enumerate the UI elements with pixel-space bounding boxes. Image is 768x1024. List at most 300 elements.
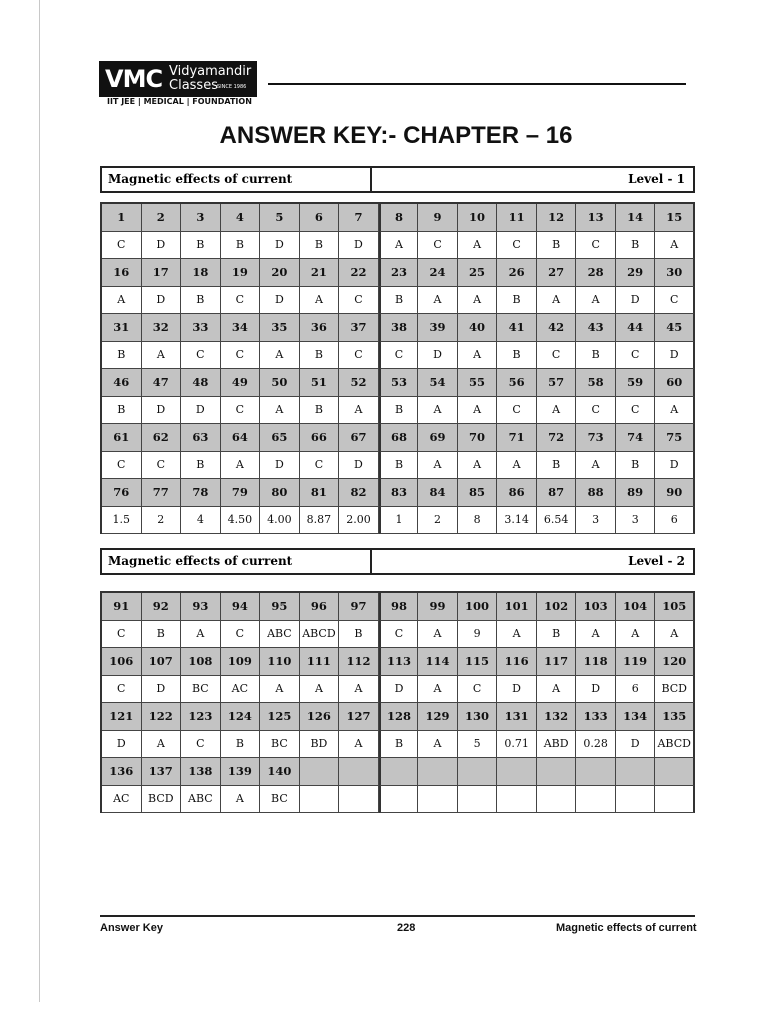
answer-cell: A: [181, 621, 221, 649]
question-number-cell: 98: [379, 593, 419, 621]
page-title: ANSWER KEY:- CHAPTER – 16: [219, 122, 573, 149]
answer-cell: A: [655, 397, 695, 425]
question-number-cell: 38: [379, 314, 419, 342]
answer-cell: AC: [221, 676, 261, 704]
question-number-cell: 60: [655, 369, 695, 397]
answer-cell: B: [221, 232, 261, 260]
answer-cell: B: [616, 452, 656, 480]
answer-cell: C: [142, 452, 182, 480]
question-number-cell: 22: [339, 259, 379, 287]
question-number-cell: 42: [537, 314, 577, 342]
question-number-cell: 68: [379, 424, 419, 452]
question-number-cell: 70: [458, 424, 498, 452]
question-number-cell: 133: [576, 703, 616, 731]
answer-cell: ABCD: [300, 621, 340, 649]
question-number-cell: 56: [497, 369, 537, 397]
question-number-cell: 135: [655, 703, 695, 731]
answer-cell: C: [339, 342, 379, 370]
answer-cell: B: [181, 287, 221, 315]
question-number-cell: 23: [379, 259, 419, 287]
question-number-cell: 32: [142, 314, 182, 342]
question-number-cell: 77: [142, 479, 182, 507]
answer-cell: A: [576, 452, 616, 480]
answer-cell: B: [300, 342, 340, 370]
question-number-cell: 66: [300, 424, 340, 452]
answer-cell: A: [339, 676, 379, 704]
answer-cell: B: [221, 731, 261, 759]
answer-cell: A: [458, 232, 498, 260]
answer-cell: 4.00: [260, 507, 300, 535]
question-number-cell: 136: [102, 758, 142, 786]
question-number-cell: 53: [379, 369, 419, 397]
answer-cell: [537, 786, 577, 814]
question-number-cell: 132: [537, 703, 577, 731]
answer-cell: D: [142, 287, 182, 315]
answer-cell: [418, 786, 458, 814]
question-number-cell: 129: [418, 703, 458, 731]
answer-cell: A: [260, 342, 300, 370]
question-number-cell: 57: [537, 369, 577, 397]
question-number-cell: 74: [616, 424, 656, 452]
answer-cell: C: [221, 621, 261, 649]
question-number-cell: 41: [497, 314, 537, 342]
answer-cell: A: [379, 232, 419, 260]
answer-cell: ABC: [260, 621, 300, 649]
question-number-cell: 123: [181, 703, 221, 731]
question-number-cell: 85: [458, 479, 498, 507]
answer-cell: A: [418, 397, 458, 425]
answer-cell: C: [221, 397, 261, 425]
answer-cell: B: [537, 232, 577, 260]
answer-cell: B: [300, 397, 340, 425]
question-number-cell: 75: [655, 424, 695, 452]
answer-cell: B: [379, 452, 419, 480]
answer-cell: A: [102, 287, 142, 315]
answer-cell: [655, 786, 695, 814]
answer-cell: C: [221, 287, 261, 315]
answer-cell: [616, 786, 656, 814]
answer-cell: D: [379, 676, 419, 704]
answer-cell: C: [418, 232, 458, 260]
section-level: Level - 1: [628, 172, 685, 186]
question-number-cell: 100: [458, 593, 498, 621]
question-number-cell: 140: [260, 758, 300, 786]
answer-cell: C: [300, 452, 340, 480]
answer-cell: C: [102, 452, 142, 480]
question-number-cell: 117: [537, 648, 577, 676]
question-number-cell: 79: [221, 479, 261, 507]
question-number-cell: 37: [339, 314, 379, 342]
question-number-cell: 45: [655, 314, 695, 342]
question-number-cell: 84: [418, 479, 458, 507]
question-number-cell: 35: [260, 314, 300, 342]
question-number-cell: 16: [102, 259, 142, 287]
question-number-cell: 55: [458, 369, 498, 397]
question-number-cell: 86: [497, 479, 537, 507]
question-number-cell: 93: [181, 593, 221, 621]
question-number-cell: 90: [655, 479, 695, 507]
answer-cell: BC: [260, 731, 300, 759]
question-number-cell: 102: [537, 593, 577, 621]
answer-cell: [300, 786, 340, 814]
answer-cell: A: [418, 621, 458, 649]
answer-cell: C: [102, 676, 142, 704]
section-header-level-2: [100, 548, 695, 575]
question-number-cell: 36: [300, 314, 340, 342]
question-number-cell: 99: [418, 593, 458, 621]
answer-cell: B: [142, 621, 182, 649]
question-number-cell: 52: [339, 369, 379, 397]
question-number-cell: 122: [142, 703, 182, 731]
answer-cell: D: [616, 287, 656, 315]
question-number-cell: 7: [339, 204, 379, 232]
question-number-cell: 65: [260, 424, 300, 452]
question-number-cell: 105: [655, 593, 695, 621]
answer-cell: A: [142, 342, 182, 370]
answer-cell: [576, 786, 616, 814]
answer-cell: B: [497, 287, 537, 315]
question-number-cell: 8: [379, 204, 419, 232]
question-number-cell: 95: [260, 593, 300, 621]
answer-cell: B: [181, 452, 221, 480]
question-number-cell: 71: [497, 424, 537, 452]
question-number-cell: 67: [339, 424, 379, 452]
question-number-cell: 14: [616, 204, 656, 232]
answer-cell: ABCD: [655, 731, 695, 759]
question-number-cell: 97: [339, 593, 379, 621]
answer-cell: 1: [379, 507, 419, 535]
question-number-cell: 139: [221, 758, 261, 786]
question-number-cell: 50: [260, 369, 300, 397]
answer-cell: 3: [616, 507, 656, 535]
answer-cell: BCD: [142, 786, 182, 814]
question-number-cell: 137: [142, 758, 182, 786]
question-number-cell: 78: [181, 479, 221, 507]
answer-cell: A: [497, 621, 537, 649]
answer-grid-level-1: [100, 202, 695, 534]
answer-cell: BD: [300, 731, 340, 759]
question-number-cell: 25: [458, 259, 498, 287]
question-number-cell: 15: [655, 204, 695, 232]
question-number-cell: 6: [300, 204, 340, 232]
question-number-cell: 124: [221, 703, 261, 731]
answer-cell: B: [339, 621, 379, 649]
question-number-cell: 44: [616, 314, 656, 342]
question-number-cell: 130: [458, 703, 498, 731]
question-number-cell: [655, 758, 695, 786]
question-number-cell: 134: [616, 703, 656, 731]
answer-cell: C: [655, 287, 695, 315]
answer-cell: B: [537, 452, 577, 480]
answer-cell: D: [142, 676, 182, 704]
question-number-cell: 87: [537, 479, 577, 507]
answer-cell: [458, 786, 498, 814]
question-number-cell: 62: [142, 424, 182, 452]
question-number-cell: 11: [497, 204, 537, 232]
answer-cell: A: [655, 232, 695, 260]
question-number-cell: 131: [497, 703, 537, 731]
question-number-cell: 115: [458, 648, 498, 676]
question-number-cell: 103: [576, 593, 616, 621]
question-number-cell: 49: [221, 369, 261, 397]
answer-cell: C: [181, 731, 221, 759]
question-number-cell: 24: [418, 259, 458, 287]
answer-cell: C: [181, 342, 221, 370]
logo-mark: VMC: [105, 65, 163, 93]
question-number-cell: 27: [537, 259, 577, 287]
answer-cell: A: [221, 452, 261, 480]
answer-cell: ABC: [181, 786, 221, 814]
answer-cell: BC: [181, 676, 221, 704]
answer-cell: 5: [458, 731, 498, 759]
answer-cell: B: [181, 232, 221, 260]
question-number-cell: 89: [616, 479, 656, 507]
question-number-cell: 48: [181, 369, 221, 397]
answer-cell: A: [418, 731, 458, 759]
question-number-cell: 63: [181, 424, 221, 452]
answer-cell: 3.14: [497, 507, 537, 535]
vmc-logo: [99, 61, 257, 97]
answer-cell: C: [537, 342, 577, 370]
question-number-cell: 4: [221, 204, 261, 232]
answer-cell: B: [616, 232, 656, 260]
question-number-cell: 69: [418, 424, 458, 452]
question-number-cell: 106: [102, 648, 142, 676]
answer-cell: 2: [418, 507, 458, 535]
question-number-cell: 114: [418, 648, 458, 676]
question-number-cell: 19: [221, 259, 261, 287]
answer-cell: 2: [142, 507, 182, 535]
logo-since: SINCE 1986: [217, 84, 247, 90]
answer-cell: A: [576, 287, 616, 315]
answer-cell: A: [142, 731, 182, 759]
answer-cell: A: [418, 287, 458, 315]
logo-name-line2: Classes: [169, 78, 218, 93]
answer-cell: A: [458, 342, 498, 370]
answer-cell: D: [181, 397, 221, 425]
answer-cell: 8: [458, 507, 498, 535]
answer-cell: 4: [181, 507, 221, 535]
answer-cell: 9: [458, 621, 498, 649]
answer-cell: [379, 786, 419, 814]
answer-cell: B: [379, 731, 419, 759]
answer-cell: D: [102, 731, 142, 759]
question-number-cell: 10: [458, 204, 498, 232]
question-number-cell: 46: [102, 369, 142, 397]
question-number-cell: 31: [102, 314, 142, 342]
question-number-cell: 91: [102, 593, 142, 621]
answer-cell: D: [142, 232, 182, 260]
question-number-cell: 104: [616, 593, 656, 621]
answer-cell: B: [497, 342, 537, 370]
question-number-cell: 125: [260, 703, 300, 731]
answer-cell: A: [458, 452, 498, 480]
answer-cell: 0.28: [576, 731, 616, 759]
question-number-cell: 138: [181, 758, 221, 786]
question-number-cell: 9: [418, 204, 458, 232]
question-number-cell: 113: [379, 648, 419, 676]
question-number-cell: 101: [497, 593, 537, 621]
question-number-cell: 111: [300, 648, 340, 676]
question-number-cell: 34: [221, 314, 261, 342]
section-topic: Magnetic effects of current: [102, 550, 372, 573]
question-number-cell: 126: [300, 703, 340, 731]
answer-cell: A: [458, 287, 498, 315]
question-number-cell: 12: [537, 204, 577, 232]
answer-cell: [497, 786, 537, 814]
answer-cell: 2.00: [339, 507, 379, 535]
answer-cell: 6: [655, 507, 695, 535]
answer-cell: C: [102, 621, 142, 649]
question-number-cell: 13: [576, 204, 616, 232]
question-number-cell: [616, 758, 656, 786]
question-number-cell: 73: [576, 424, 616, 452]
section-topic: Magnetic effects of current: [102, 168, 372, 191]
answer-cell: ABD: [537, 731, 577, 759]
answer-cell: D: [616, 731, 656, 759]
answer-cell: A: [418, 676, 458, 704]
answer-cell: B: [379, 287, 419, 315]
answer-cell: 4.50: [221, 507, 261, 535]
question-number-cell: 64: [221, 424, 261, 452]
answer-cell: C: [339, 287, 379, 315]
answer-cell: D: [655, 452, 695, 480]
answer-cell: D: [260, 232, 300, 260]
question-number-cell: 82: [339, 479, 379, 507]
answer-cell: A: [300, 676, 340, 704]
answer-cell: [339, 786, 379, 814]
question-number-cell: [418, 758, 458, 786]
question-number-cell: 29: [616, 259, 656, 287]
question-number-cell: 26: [497, 259, 537, 287]
question-number-cell: 33: [181, 314, 221, 342]
answer-cell: A: [339, 397, 379, 425]
question-number-cell: 80: [260, 479, 300, 507]
question-number-cell: 121: [102, 703, 142, 731]
question-number-cell: 88: [576, 479, 616, 507]
answer-cell: C: [576, 397, 616, 425]
question-number-cell: 94: [221, 593, 261, 621]
answer-cell: AC: [102, 786, 142, 814]
question-number-cell: [379, 758, 419, 786]
answer-cell: D: [339, 232, 379, 260]
question-number-cell: 51: [300, 369, 340, 397]
answer-cell: A: [537, 397, 577, 425]
answer-grid-level-2: [100, 591, 695, 813]
answer-cell: C: [458, 676, 498, 704]
answer-cell: 3: [576, 507, 616, 535]
question-number-cell: 118: [576, 648, 616, 676]
answer-cell: C: [616, 397, 656, 425]
question-number-cell: 96: [300, 593, 340, 621]
answer-cell: A: [300, 287, 340, 315]
question-number-cell: 58: [576, 369, 616, 397]
question-number-cell: 21: [300, 259, 340, 287]
question-number-cell: 120: [655, 648, 695, 676]
question-number-cell: 119: [616, 648, 656, 676]
answer-cell: B: [102, 342, 142, 370]
question-number-cell: 112: [339, 648, 379, 676]
answer-cell: 6: [616, 676, 656, 704]
question-number-cell: 39: [418, 314, 458, 342]
answer-cell: B: [300, 232, 340, 260]
question-number-cell: 108: [181, 648, 221, 676]
question-number-cell: 109: [221, 648, 261, 676]
question-number-cell: 107: [142, 648, 182, 676]
answer-cell: BC: [260, 786, 300, 814]
question-number-cell: [497, 758, 537, 786]
answer-cell: A: [497, 452, 537, 480]
footer-page-number: 228: [397, 922, 416, 934]
question-number-cell: [576, 758, 616, 786]
question-number-cell: 116: [497, 648, 537, 676]
answer-cell: B: [102, 397, 142, 425]
answer-cell: B: [537, 621, 577, 649]
answer-cell: C: [497, 397, 537, 425]
answer-cell: D: [142, 397, 182, 425]
answer-cell: BCD: [655, 676, 695, 704]
answer-cell: 6.54: [537, 507, 577, 535]
question-number-cell: 110: [260, 648, 300, 676]
answer-cell: A: [339, 731, 379, 759]
answer-cell: B: [379, 397, 419, 425]
answer-cell: D: [497, 676, 537, 704]
answer-cell: A: [537, 676, 577, 704]
answer-cell: D: [418, 342, 458, 370]
question-number-cell: 30: [655, 259, 695, 287]
logo-name-line1: Vidyamandir: [169, 64, 252, 79]
answer-cell: C: [497, 232, 537, 260]
answer-cell: A: [458, 397, 498, 425]
section-header-level-1: [100, 166, 695, 193]
question-number-cell: 18: [181, 259, 221, 287]
answer-cell: A: [537, 287, 577, 315]
question-number-cell: [458, 758, 498, 786]
answer-cell: D: [260, 452, 300, 480]
footer-left: Answer Key: [100, 922, 163, 934]
footer-rule: [100, 915, 695, 917]
section-level: Level - 2: [628, 554, 685, 568]
question-number-cell: 43: [576, 314, 616, 342]
question-number-cell: 83: [379, 479, 419, 507]
answer-cell: D: [339, 452, 379, 480]
header-rule: [268, 83, 686, 85]
question-number-cell: 5: [260, 204, 300, 232]
question-number-cell: 28: [576, 259, 616, 287]
question-number-cell: 128: [379, 703, 419, 731]
answer-cell: C: [102, 232, 142, 260]
question-number-cell: 17: [142, 259, 182, 287]
answer-cell: A: [655, 621, 695, 649]
answer-cell: A: [260, 397, 300, 425]
answer-cell: B: [576, 342, 616, 370]
question-number-cell: 40: [458, 314, 498, 342]
answer-cell: C: [616, 342, 656, 370]
answer-cell: C: [221, 342, 261, 370]
question-number-cell: 72: [537, 424, 577, 452]
answer-cell: A: [418, 452, 458, 480]
question-number-cell: 3: [181, 204, 221, 232]
question-number-cell: 59: [616, 369, 656, 397]
question-number-cell: 61: [102, 424, 142, 452]
answer-cell: A: [616, 621, 656, 649]
answer-cell: 1.5: [102, 507, 142, 535]
question-number-cell: [339, 758, 379, 786]
answer-cell: 0.71: [497, 731, 537, 759]
footer-right: Magnetic effects of current: [556, 922, 697, 934]
question-number-cell: 54: [418, 369, 458, 397]
question-number-cell: 127: [339, 703, 379, 731]
